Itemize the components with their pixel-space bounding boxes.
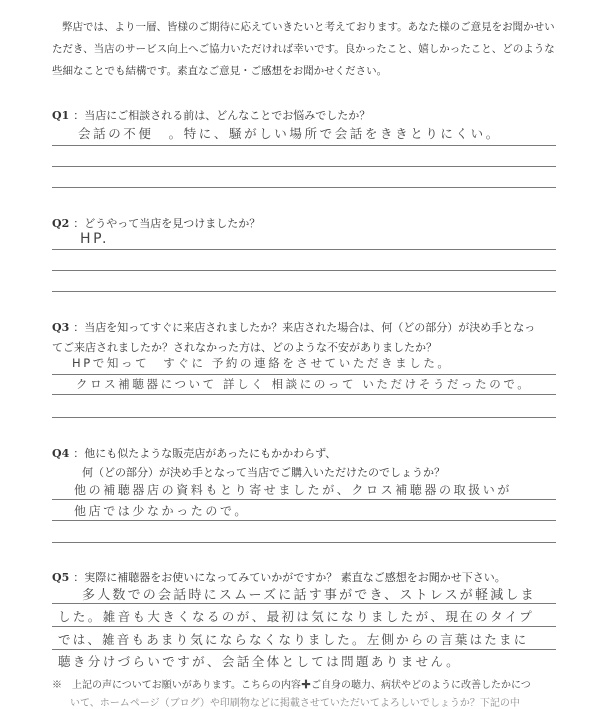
question-text: ：当店にご相談される前は、どんなことでお悩みでしたか？ — [73, 109, 371, 122]
intro-line-2: ただき、当店のサービス向上へご協力いただければ幸いです。良かったこと、嬉しかったこと、どのような — [52, 43, 555, 55]
answer-rule — [52, 166, 556, 167]
answer-rule — [52, 603, 556, 604]
question-number: Q4 — [52, 447, 70, 460]
intro-line-3: 些細なことでも結構です。素直なご意見・ご感想をお聞かせください。 — [52, 65, 388, 77]
question-number: Q3 — [52, 321, 70, 334]
question-3 — [52, 319, 535, 335]
answer-5-line-4[interactable]: 聴き分けづらいですが、会話全体としては問題ありません。 — [58, 654, 462, 669]
answer-rule — [52, 249, 556, 250]
answer-rule — [52, 291, 556, 292]
question-1 — [52, 107, 370, 123]
question-text: てご来店されましたか？されなかった方は、どのような不安がありましたか？ — [52, 341, 437, 354]
answer-3-line-1[interactable]: HPで知って すぐに 予約の連絡をさせていただきました。 — [72, 356, 452, 370]
answer-rule — [52, 520, 556, 521]
answer-rule — [52, 394, 556, 395]
question-number: Q1 — [52, 109, 70, 122]
question-2 — [52, 215, 260, 231]
answer-4-line-2[interactable]: 他店では少なかったので。 — [74, 504, 249, 518]
footer-note-cut-off: いて、ホームページ（ブログ）や印刷物などに掲載させていただいてよろしいでしょうか？下記の中 — [70, 698, 520, 709]
question-number: Q2 — [52, 217, 70, 230]
answer-2-line-1[interactable]: HP. — [80, 231, 110, 247]
answer-5-line-3[interactable]: では、雑音もあまり気にならなくなりました。左側からの言葉はたまに — [58, 632, 529, 647]
footer-note: ※ 上記の声についてお願いがあります。こちらの内容✚ご自身の聴力、病状やどのように改善したかにつ — [52, 680, 531, 691]
answer-rule — [52, 374, 556, 375]
answer-rule — [52, 542, 556, 543]
answer-rule — [52, 649, 556, 650]
answer-4-line-1[interactable]: 他の補聴器店の資料もとり寄せましたが、クロス補聴器の取扱いが — [74, 483, 513, 497]
answer-1-line-1[interactable]: 会話の不便 。特に、騒がしい場所で会話をききとりにくい。 — [78, 126, 501, 141]
question-4-continued — [82, 464, 445, 480]
question-text: ：実際に補聴器をお使いになってみていかがですか？ 素直なご感想をお聞かせ下さい。 — [73, 571, 506, 584]
question-text: 何（どの部分）が決め手となって当店でご購入いただけたのでしょうか？ — [82, 466, 445, 479]
answer-rule — [52, 145, 556, 146]
intro-text — [52, 16, 562, 82]
question-text: ：他にも似たような販売店があったにもかかわらず、 — [73, 447, 337, 460]
answer-rule — [52, 417, 556, 418]
question-number: Q5 — [52, 571, 70, 584]
answer-rule — [52, 499, 556, 500]
answer-5-line-2[interactable]: した。雑音も大きくなるのが、最初は気になりましたが、現在のタイプ — [58, 609, 535, 624]
question-text: ：当店を知ってすぐに来店されましたか？来店された場合は、何（どの部分）が決め手となっ — [73, 321, 536, 334]
question-4 — [52, 445, 336, 461]
answer-5-line-1[interactable]: 多人数での会話時にスムーズに話す事ができ、ストレスが軽減しま — [82, 588, 536, 603]
answer-rule — [52, 626, 556, 627]
answer-rule — [52, 187, 556, 188]
question-3-continued — [52, 339, 437, 355]
answer-rule — [52, 270, 556, 271]
question-5 — [52, 569, 506, 585]
intro-line-1: 弊店では、より一層、皆様のご期待に応えていきたいと考えております。あなた様のご意見をお聞かせい — [62, 21, 555, 33]
answer-3-line-2[interactable]: クロス補聴器について 詳しく 相談にのって いただけそうだったので。 — [76, 377, 532, 391]
question-text: ：どうやって当店を見つけましたか？ — [73, 217, 261, 230]
